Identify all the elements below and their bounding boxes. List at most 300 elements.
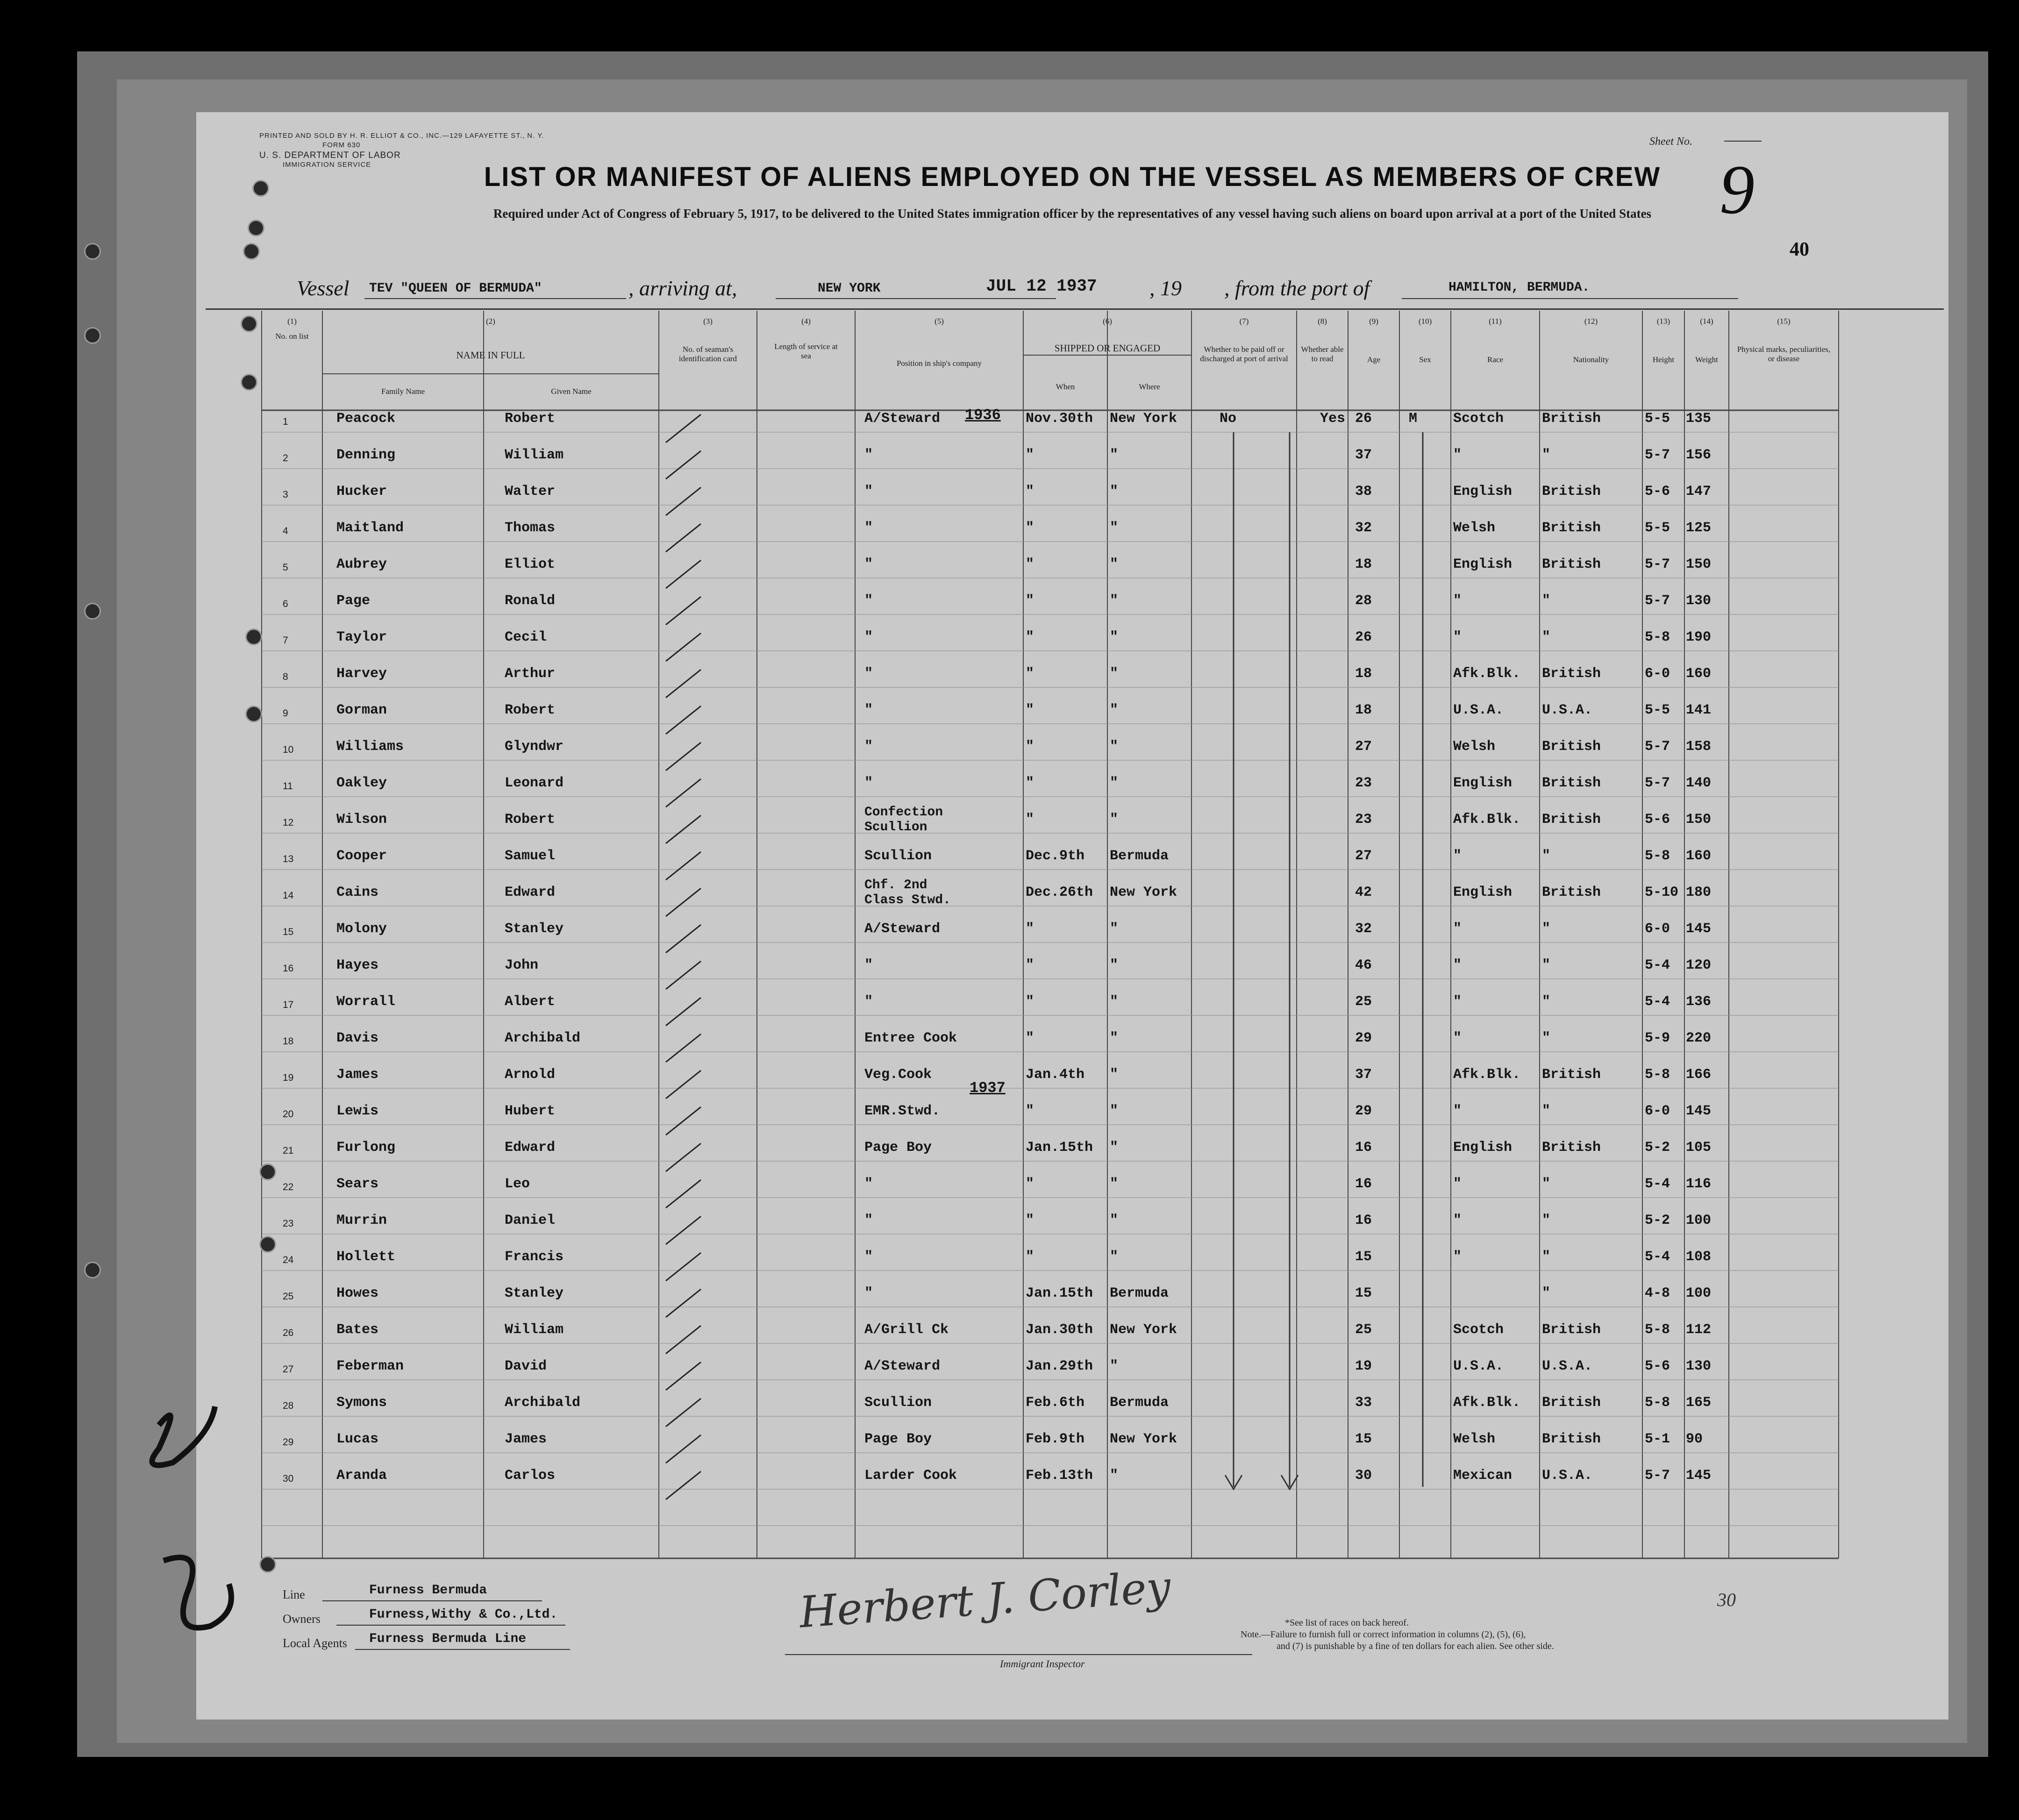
cell-height: 5-7 xyxy=(1645,739,1670,755)
column-number: (7) xyxy=(1239,317,1249,326)
cell-family: Worrall xyxy=(336,994,396,1010)
cell-weight: 180 xyxy=(1686,885,1712,900)
cell-nat: British xyxy=(1542,1067,1601,1083)
cell-when: Feb.13th xyxy=(1026,1468,1093,1484)
binder-hole xyxy=(241,315,257,332)
penalty-note-1: Note.—Failure to furnish full or correct information in columns (2), (5), (6), xyxy=(1241,1629,1526,1640)
cell-nat: British xyxy=(1542,739,1601,755)
cell-where: " xyxy=(1110,1249,1119,1265)
id-card-check-mark xyxy=(666,888,701,916)
cell-family: Peacock xyxy=(336,411,396,427)
header-marks: Physical marks, peculiarities, or disease xyxy=(1737,345,1831,363)
row-number: 12 xyxy=(283,817,294,828)
header-height: Height xyxy=(1652,355,1675,364)
cell-given: Cecil xyxy=(505,629,547,645)
from-label: , from the port of xyxy=(1224,276,1370,300)
id-card-check-mark xyxy=(666,451,701,479)
cell-height: 5-7 xyxy=(1645,447,1670,463)
row-number: 28 xyxy=(283,1400,294,1411)
cell-age: 27 xyxy=(1355,739,1372,755)
cell-age: 46 xyxy=(1355,957,1372,973)
cell-given: James xyxy=(505,1431,547,1447)
cell-race: " xyxy=(1453,957,1462,973)
inspector-signature: Herbert J. Corley xyxy=(798,1562,1172,1638)
column-number: (12) xyxy=(1584,317,1598,326)
cell-when: Jan.29th xyxy=(1026,1358,1093,1374)
row-number: 17 xyxy=(283,999,294,1010)
header-age: Age xyxy=(1367,355,1381,364)
cell-age: 16 xyxy=(1355,1176,1372,1192)
cell-given: Robert xyxy=(505,812,556,828)
cell-position: Confection Scullion xyxy=(864,805,943,835)
cell-family: Aubrey xyxy=(336,557,387,572)
vessel-label: Vessel xyxy=(297,276,350,300)
cell-when: Feb.9th xyxy=(1026,1431,1085,1447)
cell-family: Hayes xyxy=(336,957,379,973)
cell-race: Welsh xyxy=(1453,520,1496,536)
cell-weight: 136 xyxy=(1686,994,1712,1010)
column-number: (5) xyxy=(935,317,944,326)
cell-race: Afk.Blk. xyxy=(1453,812,1521,828)
cell-height: 4-8 xyxy=(1645,1285,1670,1301)
id-card-check-mark xyxy=(666,998,701,1026)
cell-given: Arthur xyxy=(505,666,556,682)
cell-position: Entree Cook xyxy=(864,1030,957,1046)
cell-when: Feb.6th xyxy=(1026,1395,1085,1411)
header-nationality: Nationality xyxy=(1573,355,1609,364)
row-number: 9 xyxy=(283,708,288,719)
cell-position: A/Steward xyxy=(864,1358,941,1374)
column-number: (4) xyxy=(801,317,811,326)
id-card-check-mark xyxy=(666,524,701,552)
binder-hole xyxy=(248,220,264,236)
year-label: , 19 xyxy=(1149,276,1182,300)
cell-position: Page Boy xyxy=(864,1140,932,1156)
cell-given: Archibald xyxy=(505,1395,581,1411)
cell-height: 5-6 xyxy=(1645,812,1670,828)
binder-hole xyxy=(259,1236,276,1253)
cell-family: Hollett xyxy=(336,1249,396,1265)
row-number: 16 xyxy=(283,963,294,974)
row-number: 15 xyxy=(283,927,294,937)
cell-age: 27 xyxy=(1355,848,1372,864)
year-note-1937: 1937 xyxy=(970,1079,1006,1097)
cell-age: 30 xyxy=(1355,1468,1372,1484)
cell-height: 5-7 xyxy=(1645,593,1670,609)
cell-where: " xyxy=(1110,593,1119,609)
cell-height: 5-8 xyxy=(1645,848,1670,864)
binder-hole xyxy=(84,603,101,620)
cell-weight: 140 xyxy=(1686,775,1712,791)
signature-line xyxy=(785,1654,1252,1655)
cell-position: " xyxy=(864,593,873,609)
cell-family: Denning xyxy=(336,447,396,463)
header-race: Race xyxy=(1487,355,1503,364)
cell-nat: British xyxy=(1542,484,1601,500)
row-number: 11 xyxy=(283,781,293,792)
cell-nat: British xyxy=(1542,885,1601,900)
cell-given: Glyndwr xyxy=(505,739,564,755)
cell-given: David xyxy=(505,1358,547,1374)
cell-weight: 145 xyxy=(1686,921,1712,937)
cell-race: English xyxy=(1453,885,1512,900)
cell-weight: 90 xyxy=(1686,1431,1703,1447)
cell-position: " xyxy=(864,957,873,973)
year-note-1936: 1936 xyxy=(965,407,1001,424)
cell-where: " xyxy=(1110,1176,1119,1192)
column-number: (6) xyxy=(1103,317,1112,326)
cell-nat: British xyxy=(1542,1395,1601,1411)
id-card-check-mark xyxy=(666,560,701,588)
cell-age: 19 xyxy=(1355,1358,1372,1374)
cell-given: Samuel xyxy=(505,848,556,864)
arrival-port: NEW YORK xyxy=(818,281,881,296)
cell-age: 28 xyxy=(1355,593,1372,609)
cell-position: Chf. 2nd Class Stwd. xyxy=(864,878,951,907)
cell-age: 37 xyxy=(1355,447,1372,463)
cell-position: " xyxy=(864,666,873,682)
id-card-check-mark xyxy=(666,1071,701,1099)
cell-weight: 156 xyxy=(1686,447,1712,463)
cell-race: " xyxy=(1453,1030,1462,1046)
cell-where: Bermuda xyxy=(1110,1395,1169,1411)
id-card-check-mark xyxy=(666,1216,701,1244)
header-position: Position in ship's company xyxy=(896,359,982,368)
cell-family: Wilson xyxy=(336,812,387,828)
cell-family: Sears xyxy=(336,1176,379,1192)
cell-family: James xyxy=(336,1067,379,1083)
cell-height: 5-6 xyxy=(1645,484,1670,500)
cell-given: Elliot xyxy=(505,557,556,572)
arrival-date: JUL 12 1937 xyxy=(986,277,1097,296)
cell-weight: 112 xyxy=(1686,1322,1712,1338)
cell-race: Mexican xyxy=(1453,1468,1512,1484)
cell-family: Taylor xyxy=(336,629,387,645)
cell-race: " xyxy=(1453,629,1462,645)
id-card-check-mark xyxy=(666,670,701,698)
cell-nat: " xyxy=(1542,921,1551,937)
agents-value: Furness Bermuda Line xyxy=(369,1632,527,1646)
cell-where: New York xyxy=(1110,411,1177,427)
cell-race: Welsh xyxy=(1453,1431,1496,1447)
cell-nat: British xyxy=(1542,1431,1601,1447)
id-card-check-mark xyxy=(666,1180,701,1208)
row-number: 3 xyxy=(283,489,288,500)
cell-age: 42 xyxy=(1355,885,1372,900)
column-number: (8) xyxy=(1318,317,1327,326)
id-card-check-mark xyxy=(666,1034,701,1062)
printer-line: PRINTED AND SOLD BY H. R. ELLIOT & CO., INC.—129 LAFAYETTE ST., N. Y. xyxy=(259,132,544,140)
cell-race: English xyxy=(1453,484,1512,500)
cell-given: William xyxy=(505,1322,564,1338)
cell-when: " xyxy=(1026,1176,1034,1192)
id-card-check-mark xyxy=(666,1143,701,1171)
cell-when: " xyxy=(1026,994,1034,1010)
column-number: (10) xyxy=(1418,317,1432,326)
cell-when: Dec.26th xyxy=(1026,885,1093,900)
cell-race: English xyxy=(1453,775,1512,791)
id-card-check-mark xyxy=(666,742,701,771)
cell-race: Afk.Blk. xyxy=(1453,666,1521,682)
id-card-check-mark xyxy=(666,633,701,661)
cell-height: 5-5 xyxy=(1645,411,1670,427)
cell-height: 5-5 xyxy=(1645,702,1670,718)
row-number: 23 xyxy=(283,1218,294,1229)
cell-age: 15 xyxy=(1355,1249,1372,1265)
cell-where: " xyxy=(1110,1030,1119,1046)
cell-where: " xyxy=(1110,1468,1119,1484)
header-paid-off: Whether to be paid off or discharged at port of arrival xyxy=(1200,345,1288,363)
cell-where: " xyxy=(1110,921,1119,937)
cell-family: Lewis xyxy=(336,1103,379,1119)
cell-position: Scullion xyxy=(864,848,932,864)
cell-nat: British xyxy=(1542,666,1601,682)
cell-position: " xyxy=(864,447,873,463)
cell-age: 37 xyxy=(1355,1067,1372,1083)
row-number: 24 xyxy=(283,1255,294,1265)
binder-hole xyxy=(245,706,262,722)
cell-sex: M xyxy=(1409,411,1418,427)
id-card-check-mark xyxy=(666,1435,701,1463)
cell-age: 16 xyxy=(1355,1213,1372,1228)
form-number: FORM 630 xyxy=(322,141,361,149)
cell-height: 5-4 xyxy=(1645,957,1670,973)
cell-when: " xyxy=(1026,557,1034,572)
cell-race: " xyxy=(1453,1176,1462,1192)
department: U. S. DEPARTMENT OF LABOR xyxy=(259,150,401,160)
binder-hole xyxy=(243,243,260,260)
cell-when: Jan.30th xyxy=(1026,1322,1093,1338)
cell-age: 18 xyxy=(1355,557,1372,572)
agents-underline xyxy=(355,1649,570,1650)
id-card-check-mark xyxy=(666,706,701,734)
cell-position: " xyxy=(864,484,873,500)
sheet-number: 9 xyxy=(1719,151,1755,228)
cell-given: Robert xyxy=(505,702,556,718)
column-number: (3) xyxy=(703,317,713,326)
cell-given: Leo xyxy=(505,1176,530,1192)
cell-race: " xyxy=(1453,593,1462,609)
row-number: 22 xyxy=(283,1182,294,1192)
cell-where: " xyxy=(1110,994,1119,1010)
cell-weight: 105 xyxy=(1686,1140,1712,1156)
cell-given: Daniel xyxy=(505,1213,556,1228)
cell-where: " xyxy=(1110,1358,1119,1374)
binder-hole xyxy=(84,1262,101,1278)
cell-weight: 141 xyxy=(1686,702,1712,718)
vessel-name: TEV "QUEEN OF BERMUDA" xyxy=(369,281,542,296)
header-seamans-id: No. of seaman's identification card xyxy=(678,345,737,363)
cell-when: " xyxy=(1026,1213,1034,1228)
cell-race: Welsh xyxy=(1453,739,1496,755)
cell-age: 25 xyxy=(1355,994,1372,1010)
cell-given: Stanley xyxy=(505,1285,564,1301)
cell-when: " xyxy=(1026,702,1034,718)
cell-height: 5-10 xyxy=(1645,885,1679,900)
cell-family: Harvey xyxy=(336,666,387,682)
cell-height: 5-5 xyxy=(1645,520,1670,536)
row-number: 5 xyxy=(283,562,288,573)
cell-when: Dec.9th xyxy=(1026,848,1085,864)
cell-given: Walter xyxy=(505,484,556,500)
cell-height: 5-8 xyxy=(1645,1322,1670,1338)
cell-age: 23 xyxy=(1355,775,1372,791)
cell-position: " xyxy=(864,520,873,536)
cell-family: Furlong xyxy=(336,1140,396,1156)
cell-when: " xyxy=(1026,447,1034,463)
column-number: (11) xyxy=(1489,317,1502,326)
cell-given: Ronald xyxy=(505,593,556,609)
cell-when: " xyxy=(1026,1103,1034,1119)
cell-paid: No xyxy=(1220,411,1237,427)
cell-position: " xyxy=(864,702,873,718)
cell-age: 15 xyxy=(1355,1285,1372,1301)
cell-position: " xyxy=(864,1285,873,1301)
row-number: 27 xyxy=(283,1364,294,1375)
cell-given: Thomas xyxy=(505,520,556,536)
header-when: When xyxy=(1056,382,1075,391)
owners-value: Furness,Withy & Co.,Ltd. xyxy=(369,1607,558,1622)
cell-age: 29 xyxy=(1355,1103,1372,1119)
sheet-label: Sheet No. xyxy=(1649,136,1692,148)
cell-nat: " xyxy=(1542,957,1551,973)
page-number: 40 xyxy=(1790,239,1809,260)
header-sex: Sex xyxy=(1419,355,1431,364)
manifest-page xyxy=(196,112,1948,1720)
cell-nat: " xyxy=(1542,848,1551,864)
cell-weight: 100 xyxy=(1686,1285,1712,1301)
cell-given: Archibald xyxy=(505,1030,581,1046)
cell-height: 5-1 xyxy=(1645,1431,1670,1447)
cell-position: " xyxy=(864,1176,873,1192)
cell-position: " xyxy=(864,629,873,645)
cell-race: " xyxy=(1453,848,1462,864)
cell-given: Edward xyxy=(505,885,556,900)
cell-height: 5-2 xyxy=(1645,1213,1670,1228)
cell-age: 23 xyxy=(1355,812,1372,828)
cell-position: Larder Cook xyxy=(864,1468,957,1484)
races-note: *See list of races on back hereof. xyxy=(1285,1618,1409,1628)
cell-nat: " xyxy=(1542,994,1551,1010)
cell-weight: 100 xyxy=(1686,1213,1712,1228)
cell-given: Hubert xyxy=(505,1103,556,1119)
page-subtitle: Required under Act of Congress of February 5, 1917, to be delivered to the United States immigration officer by the representatives of any vessel having such aliens on board upon arrival at a port of the United States xyxy=(493,207,1652,221)
id-card-check-mark xyxy=(666,1471,701,1499)
from-port: HAMILTON, BERMUDA. xyxy=(1448,280,1590,295)
cell-nat: British xyxy=(1542,1322,1601,1338)
cell-where: " xyxy=(1110,1103,1119,1119)
cell-position: " xyxy=(864,1249,873,1265)
cell-nat: " xyxy=(1542,593,1551,609)
cell-family: Howes xyxy=(336,1285,379,1301)
cell-where: " xyxy=(1110,1067,1119,1083)
cell-nat: " xyxy=(1542,447,1551,463)
id-card-check-mark xyxy=(666,597,701,625)
header-weight: Weight xyxy=(1695,355,1718,364)
cell-weight: 130 xyxy=(1686,593,1712,609)
header-no-on-list: No. on list xyxy=(275,332,309,341)
cell-nat: " xyxy=(1542,1030,1551,1046)
cell-weight: 120 xyxy=(1686,957,1712,973)
cell-position: " xyxy=(864,557,873,572)
cell-weight: 160 xyxy=(1686,848,1712,864)
cell-when: " xyxy=(1026,484,1034,500)
cell-weight: 108 xyxy=(1686,1249,1712,1265)
cell-family: Williams xyxy=(336,739,404,755)
cell-when: " xyxy=(1026,593,1034,609)
cell-nat: British xyxy=(1542,411,1601,427)
cell-race: English xyxy=(1453,557,1512,572)
cell-family: Lucas xyxy=(336,1431,379,1447)
page-title: LIST OR MANIFEST OF ALIENS EMPLOYED ON THE VESSEL AS MEMBERS OF CREW xyxy=(484,162,1661,192)
cell-age: 16 xyxy=(1355,1140,1372,1156)
binder-hole xyxy=(241,374,257,391)
cell-height: 5-4 xyxy=(1645,1176,1670,1192)
header-name-in-full: NAME IN FULL xyxy=(456,350,525,361)
cell-nat: British xyxy=(1542,557,1601,572)
row-number: 2 xyxy=(283,453,288,464)
cell-height: 5-2 xyxy=(1645,1140,1670,1156)
cell-weight: 160 xyxy=(1686,666,1712,682)
cell-height: 5-7 xyxy=(1645,557,1670,572)
cell-race: U.S.A. xyxy=(1453,702,1504,718)
cell-weight: 125 xyxy=(1686,520,1712,536)
row-number: 19 xyxy=(283,1072,294,1083)
cell-where: " xyxy=(1110,1213,1119,1228)
cell-weight: 166 xyxy=(1686,1067,1712,1083)
cell-family: Hucker xyxy=(336,484,387,500)
agents-label: Local Agents xyxy=(283,1636,347,1650)
id-card-check-mark xyxy=(666,1326,701,1354)
cell-where: " xyxy=(1110,666,1119,682)
row-number: 21 xyxy=(283,1145,294,1156)
cell-height: 5-4 xyxy=(1645,994,1670,1010)
cell-weight: 135 xyxy=(1686,411,1712,427)
row-number: 14 xyxy=(283,890,294,901)
cell-age: 29 xyxy=(1355,1030,1372,1046)
cell-family: Cains xyxy=(336,885,379,900)
cell-age: 15 xyxy=(1355,1431,1372,1447)
binder-hole xyxy=(84,327,101,344)
cell-nat: British xyxy=(1542,520,1601,536)
cell-age: 18 xyxy=(1355,702,1372,718)
header-where: Where xyxy=(1139,382,1160,391)
cell-where: " xyxy=(1110,484,1119,500)
cell-race: U.S.A. xyxy=(1453,1358,1504,1374)
cell-weight: 158 xyxy=(1686,739,1712,755)
binder-hole xyxy=(84,243,101,260)
cell-age: 18 xyxy=(1355,666,1372,682)
cell-race: " xyxy=(1453,1249,1462,1265)
cell-position: A/Steward xyxy=(864,411,941,427)
cell-weight: 116 xyxy=(1686,1176,1712,1192)
cell-when: " xyxy=(1026,1030,1034,1046)
cell-read: Yes xyxy=(1320,411,1346,427)
id-card-check-mark xyxy=(666,414,701,443)
cell-nat: " xyxy=(1542,1176,1551,1192)
cell-nat: " xyxy=(1542,1103,1551,1119)
cell-when: Nov.30th xyxy=(1026,411,1093,427)
cell-when: Jan.15th xyxy=(1026,1285,1093,1301)
cell-weight: 145 xyxy=(1686,1468,1712,1484)
cell-race: " xyxy=(1453,1103,1462,1119)
cell-race: Afk.Blk. xyxy=(1453,1395,1521,1411)
cell-when: " xyxy=(1026,957,1034,973)
id-card-check-mark xyxy=(666,852,701,880)
cell-when: " xyxy=(1026,1249,1034,1265)
cell-position: EMR.Stwd. xyxy=(864,1103,941,1119)
arriving-label: , arriving at, xyxy=(628,276,737,300)
